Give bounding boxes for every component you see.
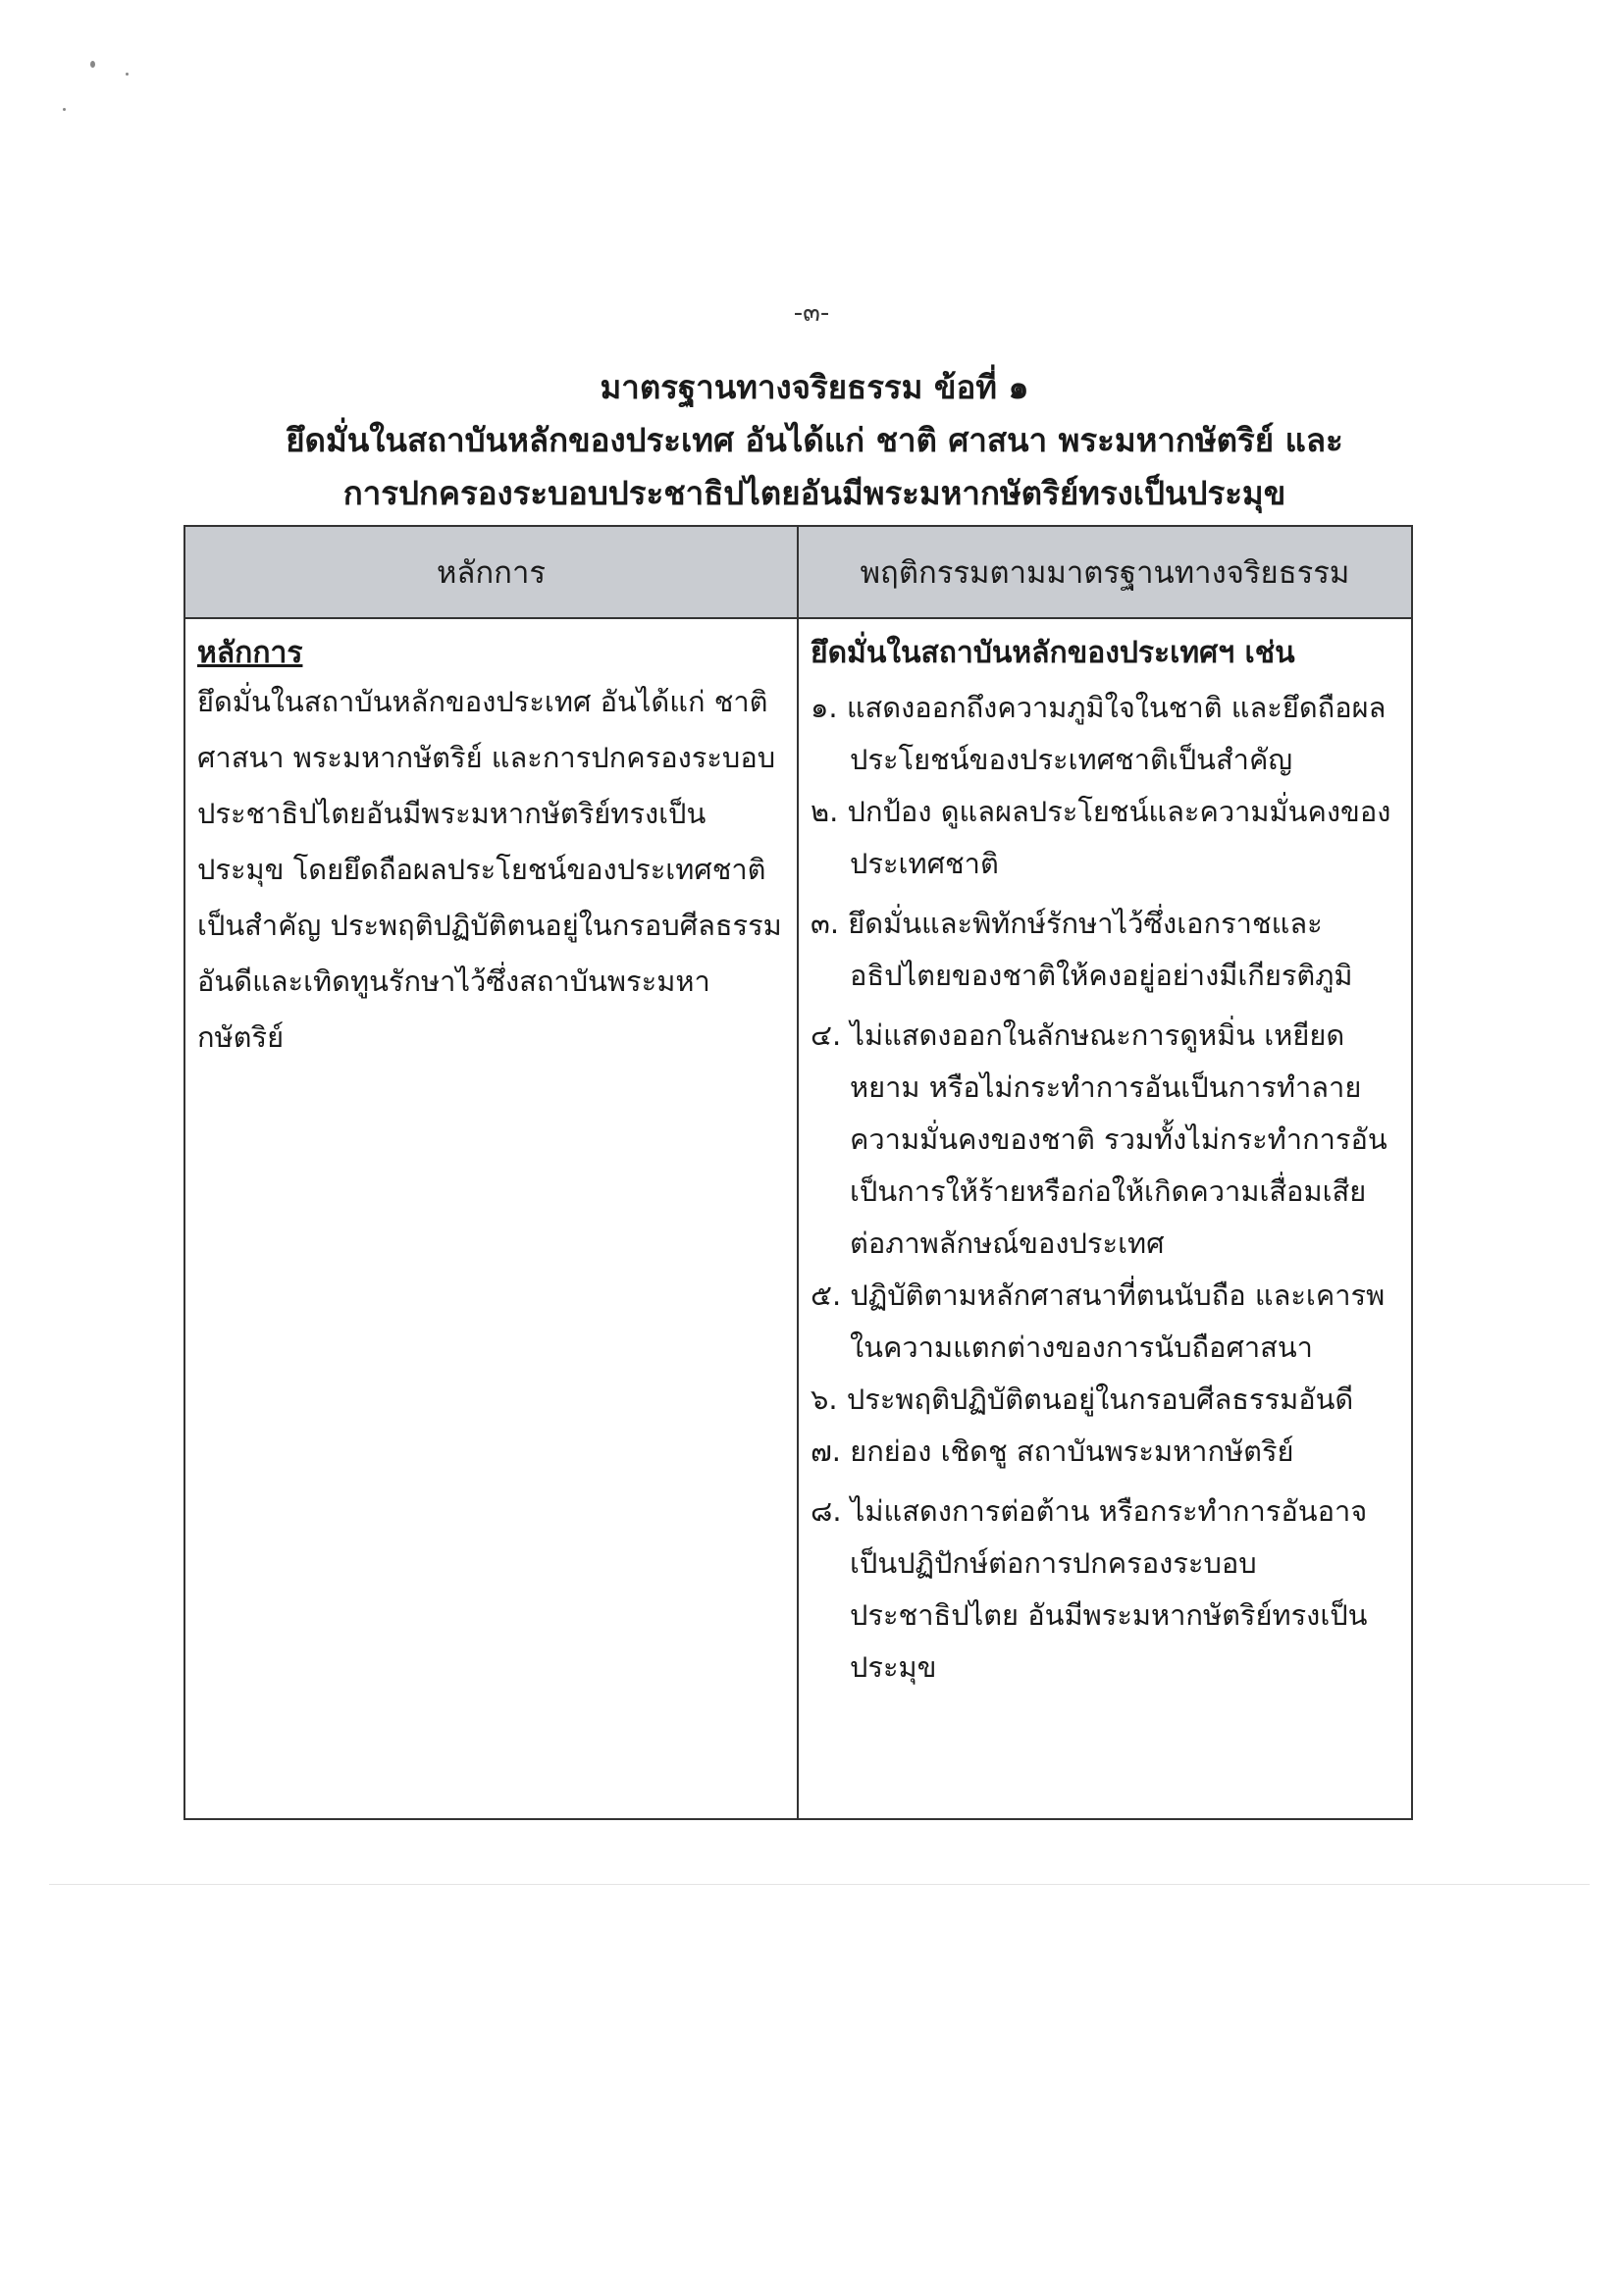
principle-cell (184, 618, 798, 1819)
table-row (184, 618, 1412, 1819)
document-subtitle-line-2: การปกครองระบอบประชาธิปไตยอันมีพระมหากษัตริย์ทรงเป็นประมุข (342, 474, 1286, 512)
document-subtitle-line-1: ยึดมั่นในสถาบันหลักของประเทศ อันได้แก่ ชาติ ศาสนา พระมหากษัตริย์ และ (286, 421, 1343, 459)
behavior-item-3: ๓. ยึดมั่นและพิทักษ์รักษาไว้ซึ่งเอกราชและอธิปไตยของชาติให้คงอยู่อย่างมีเกียรติภูมิ (811, 907, 1353, 992)
header-principle: หลักการ (184, 526, 798, 618)
document-title: มาตรฐานทางจริยธรรม ข้อที่ ๑ (600, 368, 1029, 406)
behavior-item-7: ๗. ยกย่อง เชิดชู สถาบันพระมหากษัตริย์ (811, 1435, 1294, 1468)
page-number: -๓- (793, 298, 830, 328)
behavior-item-1: ๑. แสดงออกถึงความภูมิใจในชาติ และยึดถือผลประโยชน์ของประเทศชาติเป็นสำคัญ (811, 691, 1387, 776)
behavior-item-5: ๕. ปฏิบัติตามหลักศาสนาที่ตนนับถือ และเคารพในความแตกต่างของการนับถือศาสนา (811, 1278, 1386, 1364)
principle-body: ยึดมั่นในสถาบันหลักของประเทศ อันได้แก่ ชาติ ศาสนา พระมหากษัตริย์ และการปกครองระบอบประชาธิปไตยอันมีพระมหากษัตริย์ทรงเป็นประมุข โดยยึดถือผลประโยชน์ของประเทศชาติเป็นสำคัญ ประพฤติปฏิบัติตนอยู่ในกรอบศีลธรรมอันดีและเทิดทูนรักษาไว้ซึ่งสถาบันพระมหากษัตริย์ (197, 685, 782, 1054)
behavior-item-8: ๘. ไม่แสดงการต่อต้าน หรือกระทำการอันอาจเป็นปฏิปักษ์ต่อการปกครองระบอบประชาธิปไตย อันมีพระมหากษัตริย์ทรงเป็นประมุข (811, 1494, 1368, 1684)
scan-speck (126, 73, 129, 76)
table-header-row (184, 526, 1412, 618)
principle-heading: หลักการ (197, 636, 303, 670)
scan-fold-line (49, 1884, 1590, 1885)
behavior-item-4: ๔. ไม่แสดงออกในลักษณะการดูหมิ่น เหยียดหยาม หรือไม่กระทำการอันเป็นการทำลายความมั่นคงของชาติ รวมทั้งไม่กระทำการอันเป็นการให้ร้ายหรือก่อให้เกิดความเสื่อมเสียต่อภาพลักษณ์ของประเทศ (811, 1018, 1387, 1260)
behavior-item-2: ๒. ปกป้อง ดูแลผลประโยชน์และความมั่นคงของประเทศชาติ (811, 795, 1391, 880)
ethics-standard-table (183, 525, 1413, 1820)
document-title-block (186, 361, 1442, 520)
behavior-item-6: ๖. ประพฤติปฏิบัติตนอยู่ในกรอบศีลธรรมอันดี (811, 1383, 1354, 1416)
scan-speck (63, 108, 66, 111)
behavior-heading: ยึดมั่นในสถาบันหลักของประเทศฯ เช่น (811, 636, 1295, 670)
behavior-list (811, 682, 1401, 1694)
behavior-cell (798, 618, 1412, 1819)
scan-speck (90, 61, 95, 68)
header-behavior: พฤติกรรมตามมาตรฐานทางจริยธรรม (798, 526, 1412, 618)
